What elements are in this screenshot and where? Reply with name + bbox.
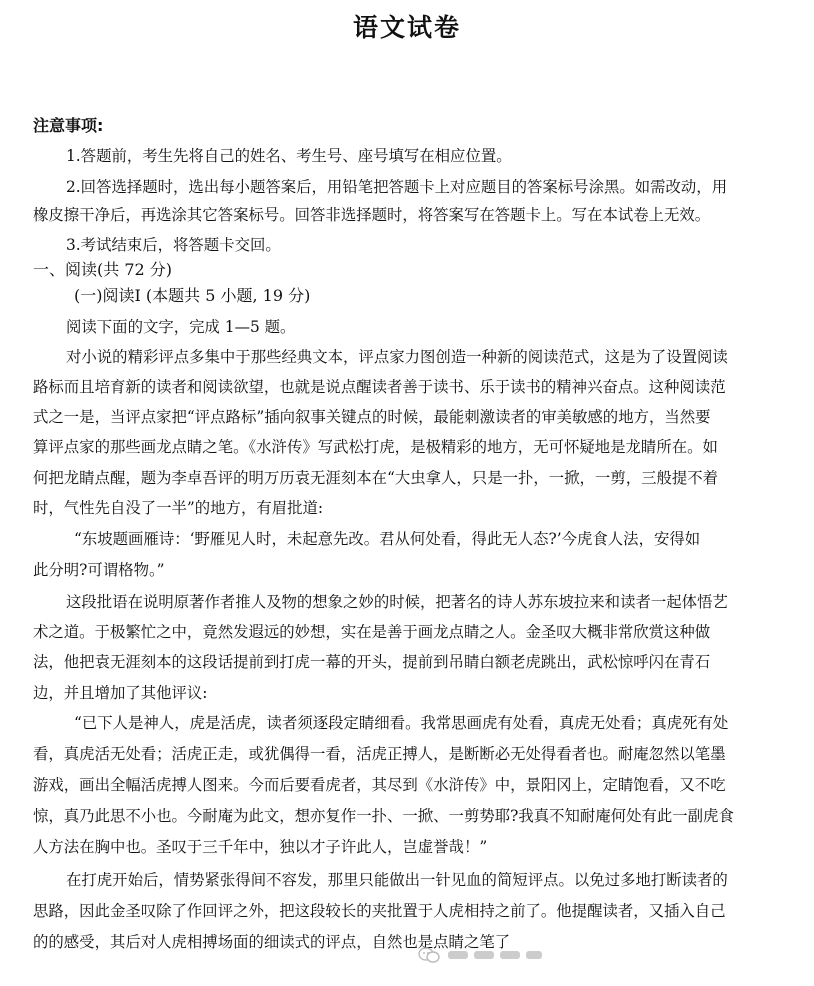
passage-line: 游戏，画出全幅活虎搏人图来。今而后要看虎者，其尽到《水浒传》中，景阳冈上，定睛饱看，又不吃 bbox=[33, 776, 726, 794]
page-title: 语文试卷 bbox=[352, 13, 461, 42]
passage-line: 看，真虎活无处看；活虎正走，或犹偶得一看，活虎正搏人，是断断必无处得看者也。耐庵忽然以笔墨 bbox=[33, 745, 726, 763]
section-heading: 一、阅读(共 72 分) bbox=[33, 260, 173, 279]
passage-line: 时，气性先自没了一半”的地方，有眉批道: bbox=[33, 499, 324, 517]
passage-line: 何把龙睛点醒，题为李卓吾评的明万历袁无涯刻本在“大虫拿人，只是一扑，一掀，一剪，三般提不着 bbox=[33, 469, 719, 487]
passage-line: 此分明?可谓格物。” bbox=[33, 561, 165, 579]
passage-line: 边，并且增加了其他评议: bbox=[33, 684, 208, 702]
notice-item: 橡皮擦干净后，再选涂其它答案标号。回答非选择题时，将答案写在答题卡上。写在本试卷上无效。 bbox=[33, 206, 711, 224]
watermark bbox=[418, 942, 558, 968]
passage-line: 对小说的精彩评点多集中于那些经典文本，评点家力图创造一种新的阅读范式，这是为了设置阅读 bbox=[66, 348, 728, 366]
notice-heading: 注意事项: bbox=[33, 116, 104, 135]
passage-line: 式之一是，当评点家把“评点路标”插向叙事关键点的时候，最能刺激读者的审美敏感的地方，当然要 bbox=[33, 408, 711, 426]
passage-line: 在打虎开始后，情势紧张得间不容发，那里只能做出一针见血的简短评点。以免过多地打断读者的 bbox=[66, 871, 728, 889]
passage-line: “已下人是神人，虎是活虎，读者须逐段定睛细看。我常思画虎有处看，真虎无处看；真虎死有处 bbox=[74, 714, 729, 732]
passage-line: 惊，真乃此思不小也。今耐庵为此文，想亦复作一扑、一掀、一剪势耶?我真不知耐庵何处有此一副虎食 bbox=[33, 807, 734, 825]
watermark-mark bbox=[446, 947, 546, 963]
passage-line: 术之道。于极繁忙之中，竟然发遐远的妙想，实在是善于画龙点睛之人。金圣叹大概非常欣赏这种做 bbox=[33, 623, 711, 641]
passage-line: 思路，因此金圣叹除了作回评之外，把这段较长的夹批置于人虎相持之前了。他提醒读者，又插入自己 bbox=[33, 902, 726, 920]
passage-line: 的的感受，其后对人虎相搏场面的细读式的评点，自然也是点睛之笔了 bbox=[33, 933, 511, 951]
notice-item: 2.回答选择题时，选出每小题答案后，用铅笔把答题卡上对应题目的答案标号涂黑。如需改动，用 bbox=[66, 178, 728, 196]
notice-item: 1.答题前，考生先将自己的姓名、考生号、座号填写在相应位置。 bbox=[66, 147, 512, 165]
reading-instruction: 阅读下面的文字，完成 1—5 题。 bbox=[66, 318, 296, 336]
passage-line: 路标而且培育新的读者和阅读欲望，也就是说点醒读者善于读书、乐于读书的精神兴奋点。这种阅读范 bbox=[33, 378, 726, 396]
passage-line: 人方法在胸中也。圣叹于三千年中，独以才子许此人，岂虚誉哉！” bbox=[33, 838, 488, 856]
passage-line: “东坡题画雁诗：‘野雁见人时，未起意先改。君从何处看，得此无人态?’今虎食人法，安得如 bbox=[74, 530, 701, 548]
section-subheading: (一)阅读Ⅰ (本题共 5 小题, 19 分) bbox=[74, 286, 311, 305]
passage-line: 这段批语在说明原著作者推人及物的想象之妙的时候，把著名的诗人苏东坡拉来和读者一起体悟艺 bbox=[66, 593, 728, 611]
passage-line: 算评点家的那些画龙点睛之笔。《水浒传》写武松打虎，是极精彩的地方，无可怀疑地是龙睛所在。如 bbox=[33, 438, 718, 456]
passage-line: 法，他把袁无涯刻本的这段话提前到打虎一幕的开头，提前到吊睛白额老虎跳出，武松惊呼闪在青石 bbox=[33, 653, 711, 671]
notice-item: 3.考试结束后，将答题卡交回。 bbox=[66, 236, 281, 254]
wechat-icon bbox=[418, 946, 440, 964]
